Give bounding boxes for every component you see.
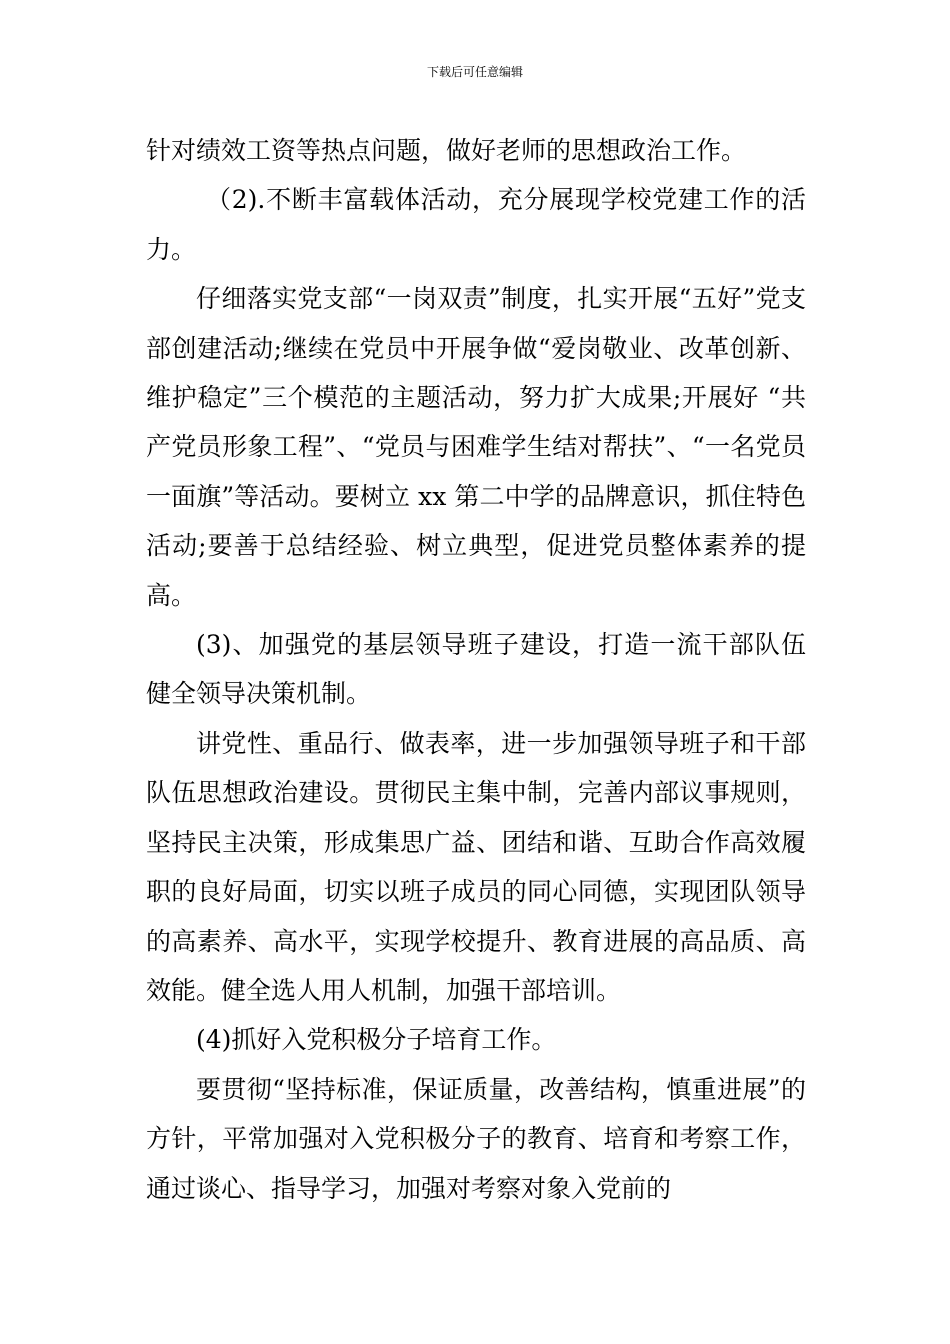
paragraph-leadership: 讲党性、重品行、做表率，进一步加强领导班子和干部队伍思想政治建设。贯彻民主集中制，完善内部议事规则，坚持民主决策，形成集思广益、团结和谐、互助合作高效履职的良好局面，切实以班子成员的同心同德，实现团队领导的高素养、高水平，实现学校提升、教育进展的高品质、高效能。健全选人用人机制，加强干部培训。 <box>146 728 806 1005</box>
paragraph-party-activities: 仔细落实党支部“一岗双责”制度，扎实开展“五好”党支部创建活动;继续在党员中开展争做“爱岗敬业、改革创新、维护稳定”三个模范的主题活动，努力扩大成果;开展好 “共产党员形象工程”、“党员与困难学生结对帮扶”、“一名党员一面旗”等活动。要树立 xx 第二中学的品牌意识，抓住特色活动;要善于总结经验、树立典型，促进党员整体素养的提高。 <box>146 284 806 610</box>
paragraph-continuation: 针对绩效工资等热点问题，做好老师的思想政治工作。 <box>146 136 747 165</box>
document-body <box>146 126 806 1213</box>
paragraph-activists: 要贯彻“坚持标准，保证质量，改善结构，慎重进展”的方针，平常加强对入党积极分子的教育、培育和考察工作，通过谈心、指导学习，加强对考察对象入党前的 <box>146 1074 806 1203</box>
paragraph-heading-2: （2).不断丰富载体活动，充分展现学校党建工作的活力。 <box>146 185 806 264</box>
page-header-note: 下载后可任意编辑 <box>426 65 523 79</box>
paragraph-heading-3: (3)、加强党的基层领导班子建设，打造一流干部队伍健全领导决策机制。 <box>146 630 806 709</box>
paragraph-heading-4: (4)抓好入党积极分子培育工作。 <box>196 1025 557 1055</box>
